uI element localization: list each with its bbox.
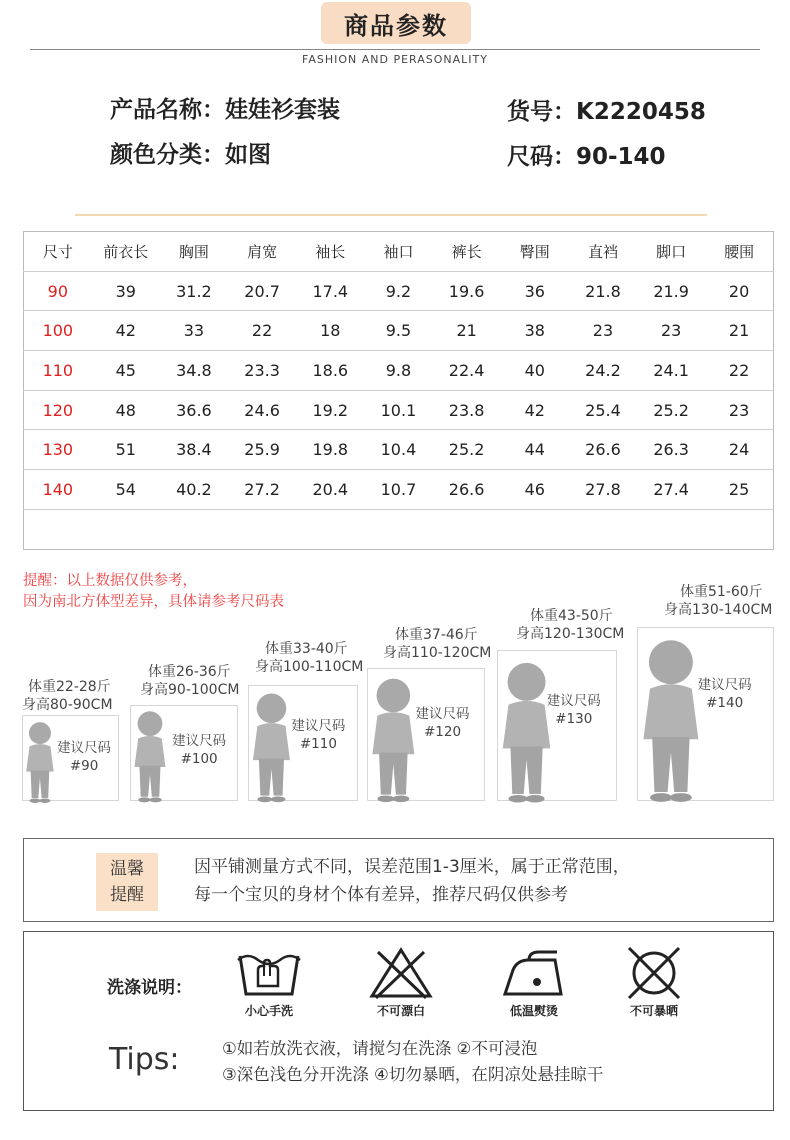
table-row (24, 430, 774, 470)
figure-recommendation (51, 739, 117, 775)
table-cell: 10.7 (364, 470, 432, 510)
notice-tag (96, 853, 158, 911)
size-cell: 130 (24, 430, 92, 470)
table-row (24, 311, 774, 351)
table-cell: 20.7 (228, 271, 296, 311)
reminder-line: 因为南北方体型差异，具体请参考尺码表 (23, 594, 284, 610)
table-cell: 27.4 (637, 470, 705, 510)
tips-line: ③深色浅色分开洗涤 ④切勿暴晒，在阴凉处悬挂晾干 (222, 1065, 604, 1084)
child-silhouette-icon (499, 661, 554, 804)
notice-tag-line: 提醒 (110, 885, 144, 905)
table-cell: 21.8 (569, 271, 637, 311)
low-iron-icon (499, 946, 569, 1000)
table-cell: 21 (433, 311, 501, 351)
wash-icon-item (489, 946, 579, 1019)
figure-weight: 体重43-50斤 (530, 608, 613, 624)
wash-icon-label: 小心手洗 (244, 1004, 293, 1018)
no-bleach-icon (366, 946, 436, 1000)
wash-icon-item (609, 946, 699, 1019)
wash-icon-label: 低温熨烫 (509, 1004, 558, 1018)
figure-recommendation (678, 676, 771, 712)
recommend-size: #120 (423, 724, 462, 741)
figure-weight: 体重26-36斤 (148, 664, 231, 680)
child-silhouette-icon (639, 638, 703, 803)
table-cell: 48 (92, 390, 160, 430)
hand-wash-icon (234, 946, 304, 1000)
table-cell: 18.6 (296, 351, 364, 391)
recommend-label: 建议尺码 (291, 718, 346, 735)
figure-weight: 体重33-40斤 (265, 641, 348, 657)
washing-box (23, 931, 774, 1111)
table-row-empty (24, 509, 774, 549)
col-header: 脚口 (637, 232, 705, 272)
notice-tag-line: 温馨 (110, 859, 144, 879)
col-header: 前衣长 (92, 232, 160, 272)
wash-icon-label: 不可暴晒 (629, 1004, 678, 1018)
table-cell: 23.3 (228, 351, 296, 391)
size-cell: 100 (24, 311, 92, 351)
table-cell: 10.1 (364, 390, 432, 430)
table-cell: 24.2 (569, 351, 637, 391)
table-cell: 38.4 (160, 430, 228, 470)
figure-height: 身高90-100CM (140, 682, 240, 698)
notice-line: 因平铺测量方式不同，误差范围1-3厘米，属于正常范围， (194, 857, 630, 877)
notice-box (23, 838, 774, 922)
table-cell: 9.2 (364, 271, 432, 311)
table-cell (160, 509, 228, 549)
tips-line: ①如若放洗衣液，请搅匀在洗涤 ②不可浸泡 (222, 1039, 538, 1058)
table-row (24, 271, 774, 311)
table-row (24, 390, 774, 430)
table-cell: 23.8 (433, 390, 501, 430)
recommend-label: 建议尺码 (546, 693, 601, 710)
table-cell: 45 (92, 351, 160, 391)
figure-weight: 体重22-28斤 (28, 679, 111, 695)
size-cell: 90 (24, 271, 92, 311)
figure-recommendation (281, 717, 356, 753)
table-cell: 23 (637, 311, 705, 351)
table-cell: 23 (705, 390, 773, 430)
tips-title: Tips: (109, 1042, 180, 1077)
wash-icon-label: 不可漂白 (376, 1004, 425, 1018)
product-color: 颜色分类：如图 (110, 142, 271, 168)
recommend-size: #140 (706, 694, 744, 711)
table-cell: 26.6 (569, 430, 637, 470)
figure-weight: 体重37-46斤 (395, 627, 478, 643)
table-cell (569, 509, 637, 549)
tips-text (222, 1036, 603, 1088)
table-cell: 26.6 (433, 470, 501, 510)
table-cell: 10.4 (364, 430, 432, 470)
table-cell: 21.9 (637, 271, 705, 311)
table-cell: 25 (705, 470, 773, 510)
table-cell: 44 (501, 430, 569, 470)
table-cell: 18 (296, 311, 364, 351)
recommend-label: 建议尺码 (172, 732, 227, 749)
recommend-size: #110 (299, 736, 337, 753)
no-sun-dry-icon (619, 946, 689, 1000)
table-cell (24, 509, 92, 549)
product-name: 产品名称：娃娃衫套装 (110, 97, 340, 123)
recommend-size: #90 (69, 758, 99, 775)
divider (30, 49, 760, 50)
table-cell: 40.2 (160, 470, 228, 510)
table-cell: 24.1 (637, 351, 705, 391)
figure-height: 身高130-140CM (664, 602, 773, 618)
table-header-row (24, 232, 774, 272)
table-cell: 20.4 (296, 470, 364, 510)
table-cell: 19.2 (296, 390, 364, 430)
figure-recommendation (533, 692, 615, 728)
table-cell: 31.2 (160, 271, 228, 311)
table-cell: 33 (160, 311, 228, 351)
recommend-size: #100 (180, 750, 218, 767)
table-cell: 42 (501, 390, 569, 430)
table-cell (296, 509, 364, 549)
table-cell (501, 509, 569, 549)
table-cell: 17.4 (296, 271, 364, 311)
table-cell: 9.8 (364, 351, 432, 391)
table-cell (637, 509, 705, 549)
product-sku: 货号：K2220458 (507, 99, 706, 125)
table-cell: 22 (228, 311, 296, 351)
product-size-range: 尺码：90-140 (507, 144, 666, 170)
figure-recommendation (162, 732, 235, 768)
table-cell (364, 509, 432, 549)
col-header: 袖口 (364, 232, 432, 272)
table-cell (705, 509, 773, 549)
table-cell: 22 (705, 351, 773, 391)
table-cell (92, 509, 160, 549)
col-header: 胸围 (160, 232, 228, 272)
col-header: 尺寸 (24, 232, 92, 272)
recommend-label: 建议尺码 (57, 740, 112, 757)
notice-line: 每一个宝贝的身材个体有差异，推荐尺码仅供参考 (194, 885, 568, 905)
table-cell: 27.2 (228, 470, 296, 510)
table-cell: 22.4 (433, 351, 501, 391)
figure-height: 身高100-110CM (255, 659, 364, 675)
figure-height: 身高120-130CM (516, 626, 625, 642)
table-cell: 34.8 (160, 351, 228, 391)
figure-recommendation (402, 705, 482, 741)
table-cell (228, 509, 296, 549)
table-cell: 25.2 (637, 390, 705, 430)
recommend-label: 建议尺码 (697, 676, 752, 693)
table-row (24, 351, 774, 391)
col-header: 直裆 (569, 232, 637, 272)
table-cell: 26.3 (637, 430, 705, 470)
table-row (24, 470, 774, 510)
washing-title: 洗涤说明： (107, 978, 192, 998)
section-subtitle: FASHION AND PERASONALITY (302, 53, 488, 66)
size-cell: 120 (24, 390, 92, 430)
col-header: 肩宽 (228, 232, 296, 272)
notice-text (194, 853, 630, 909)
figure-height: 身高110-120CM (383, 645, 492, 661)
wash-icon-item (224, 946, 314, 1019)
col-header: 腰围 (705, 232, 773, 272)
table-cell: 21 (705, 311, 773, 351)
recommend-size: #130 (555, 711, 593, 728)
col-header: 袖长 (296, 232, 364, 272)
size-table (23, 231, 774, 550)
table-cell: 46 (501, 470, 569, 510)
size-cell: 140 (24, 470, 92, 510)
table-cell: 54 (92, 470, 160, 510)
recommend-label: 建议尺码 (415, 706, 470, 723)
reminder-line: 提醒：以上数据仅供参考， (23, 573, 197, 589)
table-cell: 20 (705, 271, 773, 311)
table-cell: 27.8 (569, 470, 637, 510)
table-cell: 19.6 (433, 271, 501, 311)
section-title: 商品参数 (321, 2, 471, 44)
table-cell: 25.4 (569, 390, 637, 430)
table-cell: 40 (501, 351, 569, 391)
table-cell: 9.5 (364, 311, 432, 351)
table-cell: 42 (92, 311, 160, 351)
col-header: 臀围 (501, 232, 569, 272)
table-cell: 38 (501, 311, 569, 351)
table-cell (433, 509, 501, 549)
table-cell: 39 (92, 271, 160, 311)
table-cell: 25.2 (433, 430, 501, 470)
figure-weight: 体重51-60斤 (680, 584, 763, 600)
col-header: 裤长 (433, 232, 501, 272)
figure-height: 身高80-90CM (22, 697, 113, 713)
wash-icon-item (356, 946, 446, 1019)
divider (75, 214, 707, 216)
table-cell: 36 (501, 271, 569, 311)
table-cell: 36.6 (160, 390, 228, 430)
table-cell: 19.8 (296, 430, 364, 470)
size-cell: 110 (24, 351, 92, 391)
table-cell: 51 (92, 430, 160, 470)
table-cell: 24.6 (228, 390, 296, 430)
table-cell: 25.9 (228, 430, 296, 470)
table-cell: 23 (569, 311, 637, 351)
table-cell: 24 (705, 430, 773, 470)
size-reminder (23, 571, 284, 613)
